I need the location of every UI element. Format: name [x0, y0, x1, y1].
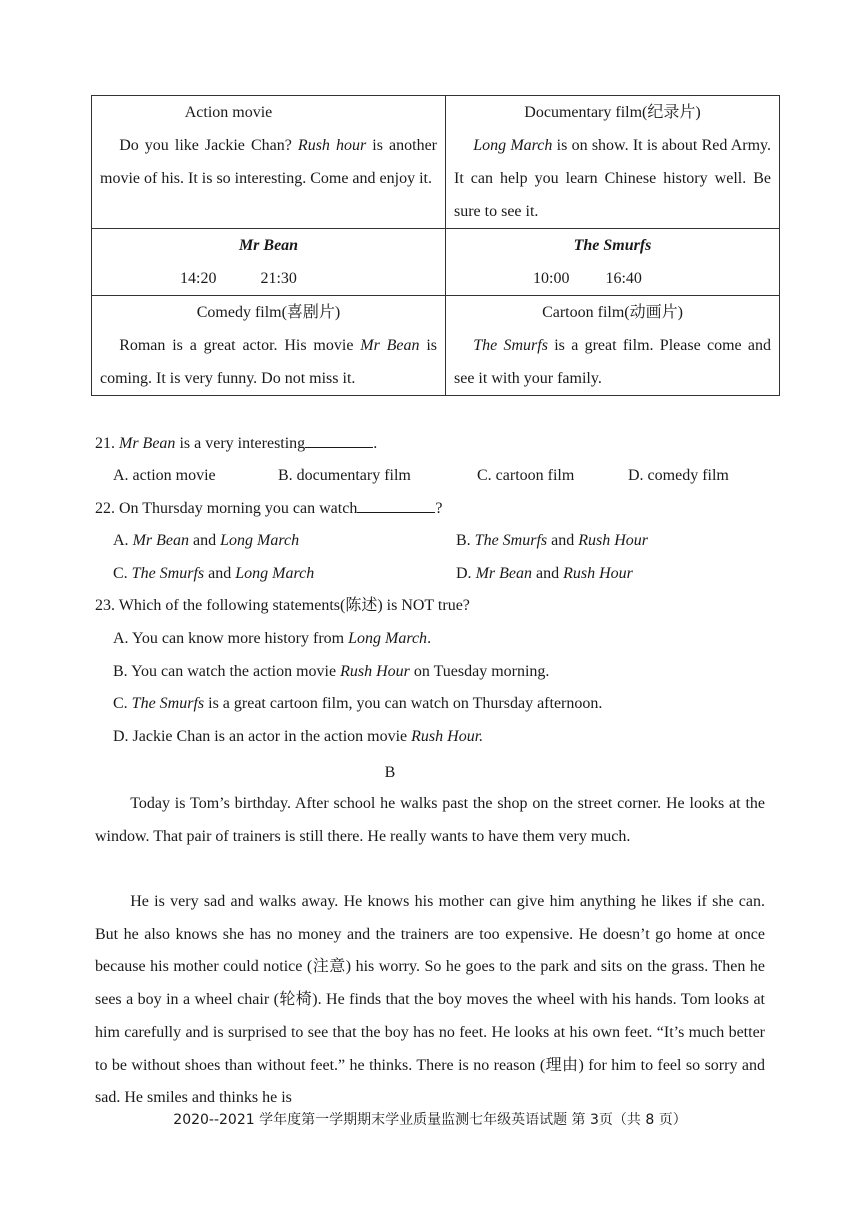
smurfs-ref: The Smurfs	[473, 337, 548, 354]
cartoon-heading: Cartoon film(动画片)	[542, 304, 683, 321]
q23-option-c: C. The Smurfs is a great cartoon film, you can watch on Thursday afternoon.	[113, 695, 603, 712]
film-row-schedule	[92, 229, 780, 296]
mr-bean-ref: Mr Bean	[360, 337, 420, 354]
action-heading: Action movie	[184, 104, 273, 121]
comedy-body: Roman is a great actor. His movie Mr Bean is coming. It is very funny. Do not miss it.	[100, 337, 438, 387]
smurfs-schedule-cell	[446, 229, 780, 296]
cartoon-cell	[446, 296, 780, 396]
q23-option-a: A. You can know more history from Long March.	[113, 630, 432, 647]
mr-bean-schedule-cell	[92, 229, 446, 296]
action-movie-cell	[92, 96, 446, 229]
question-22: 22. On Thursday morning you can watch ?	[95, 500, 443, 517]
passage-paragraph-2: He is very sad and walks away. He knows his mother can give him anything he likes if she can. But he also knows she has no money and the trainers are too expensive. He doesn’t go home at once because his mother could notice (注意) his worry. So he goes to the park and sits on the grass. Then he sees a boy in a wheel chair (轮椅). He finds that the boy moves the wheel with his hands. Tom looks at him carefully and is surprised to see that the boy has no feet. He looks at his own feet. “It’s much better to be without shoes than without feet.” he thinks. There is no reason (理由) for him to feel so sorry and sad. He smiles and thinks he is	[95, 893, 765, 1107]
documentary-heading: Documentary film(纪录片)	[524, 104, 701, 121]
page-footer: 2020--2021 学年度第一学期期末学业质量监测七年级英语试题 第 3页（共 8 页）	[173, 1112, 687, 1128]
film-row-descriptions-2	[92, 296, 780, 396]
comedy-cell	[92, 296, 446, 396]
smurfs-times: 10:00 16:40	[533, 270, 642, 287]
q21-option-b: B. documentary film	[278, 467, 411, 484]
film-row-descriptions-1	[92, 96, 780, 229]
question-23: 23. Which of the following statements(陈述) is NOT true?	[95, 597, 470, 614]
documentary-cell	[446, 96, 780, 229]
smurfs-title: The Smurfs	[573, 237, 652, 254]
q21-option-d: D. comedy film	[628, 467, 729, 484]
long-march-title: Long March	[473, 137, 553, 154]
action-body: Do you like Jackie Chan? Rush hour is another movie of his. It is so interesting. Come and enjoy it.	[100, 137, 437, 187]
comedy-heading: Comedy film(喜剧片)	[196, 304, 341, 321]
documentary-body: Long March is on show. It is about Red Army. It can help you learn Chinese history well. Be sure to see it.	[454, 137, 771, 220]
q23-option-d: D. Jackie Chan is an actor in the action movie Rush Hour.	[113, 728, 484, 745]
q22-option-c: C. The Smurfs and Long March	[113, 565, 315, 582]
q23-option-b: B. You can watch the action movie Rush Hour on Tuesday morning.	[113, 663, 550, 680]
q21-option-c: C. cartoon film	[477, 467, 575, 484]
q21-option-a: A. action movie	[113, 467, 216, 484]
mr-bean-title: Mr Bean	[238, 237, 299, 254]
cartoon-body: The Smurfs is a great film. Please come and see it with your family.	[454, 337, 771, 387]
passage-paragraph-1: Today is Tom’s birthday. After school he walks past the shop on the street corner. He looks at the window. That pair of trainers is still there. He really wants to have them very much.	[95, 795, 765, 845]
film-table	[91, 95, 780, 396]
answer-blank	[357, 498, 435, 513]
q22-option-d: D. Mr Bean and Rush Hour	[456, 565, 633, 582]
question-21: 21. Mr Bean is a very interesting .	[95, 435, 378, 452]
q22-option-a: A. Mr Bean and Long March	[113, 532, 300, 549]
section-heading-b: B	[384, 764, 396, 781]
mr-bean-times: 14:20 21:30	[180, 270, 297, 287]
q22-option-b: B. The Smurfs and Rush Hour	[456, 532, 649, 549]
answer-blank	[305, 433, 373, 448]
rush-hour-title: Rush hour	[297, 137, 367, 154]
